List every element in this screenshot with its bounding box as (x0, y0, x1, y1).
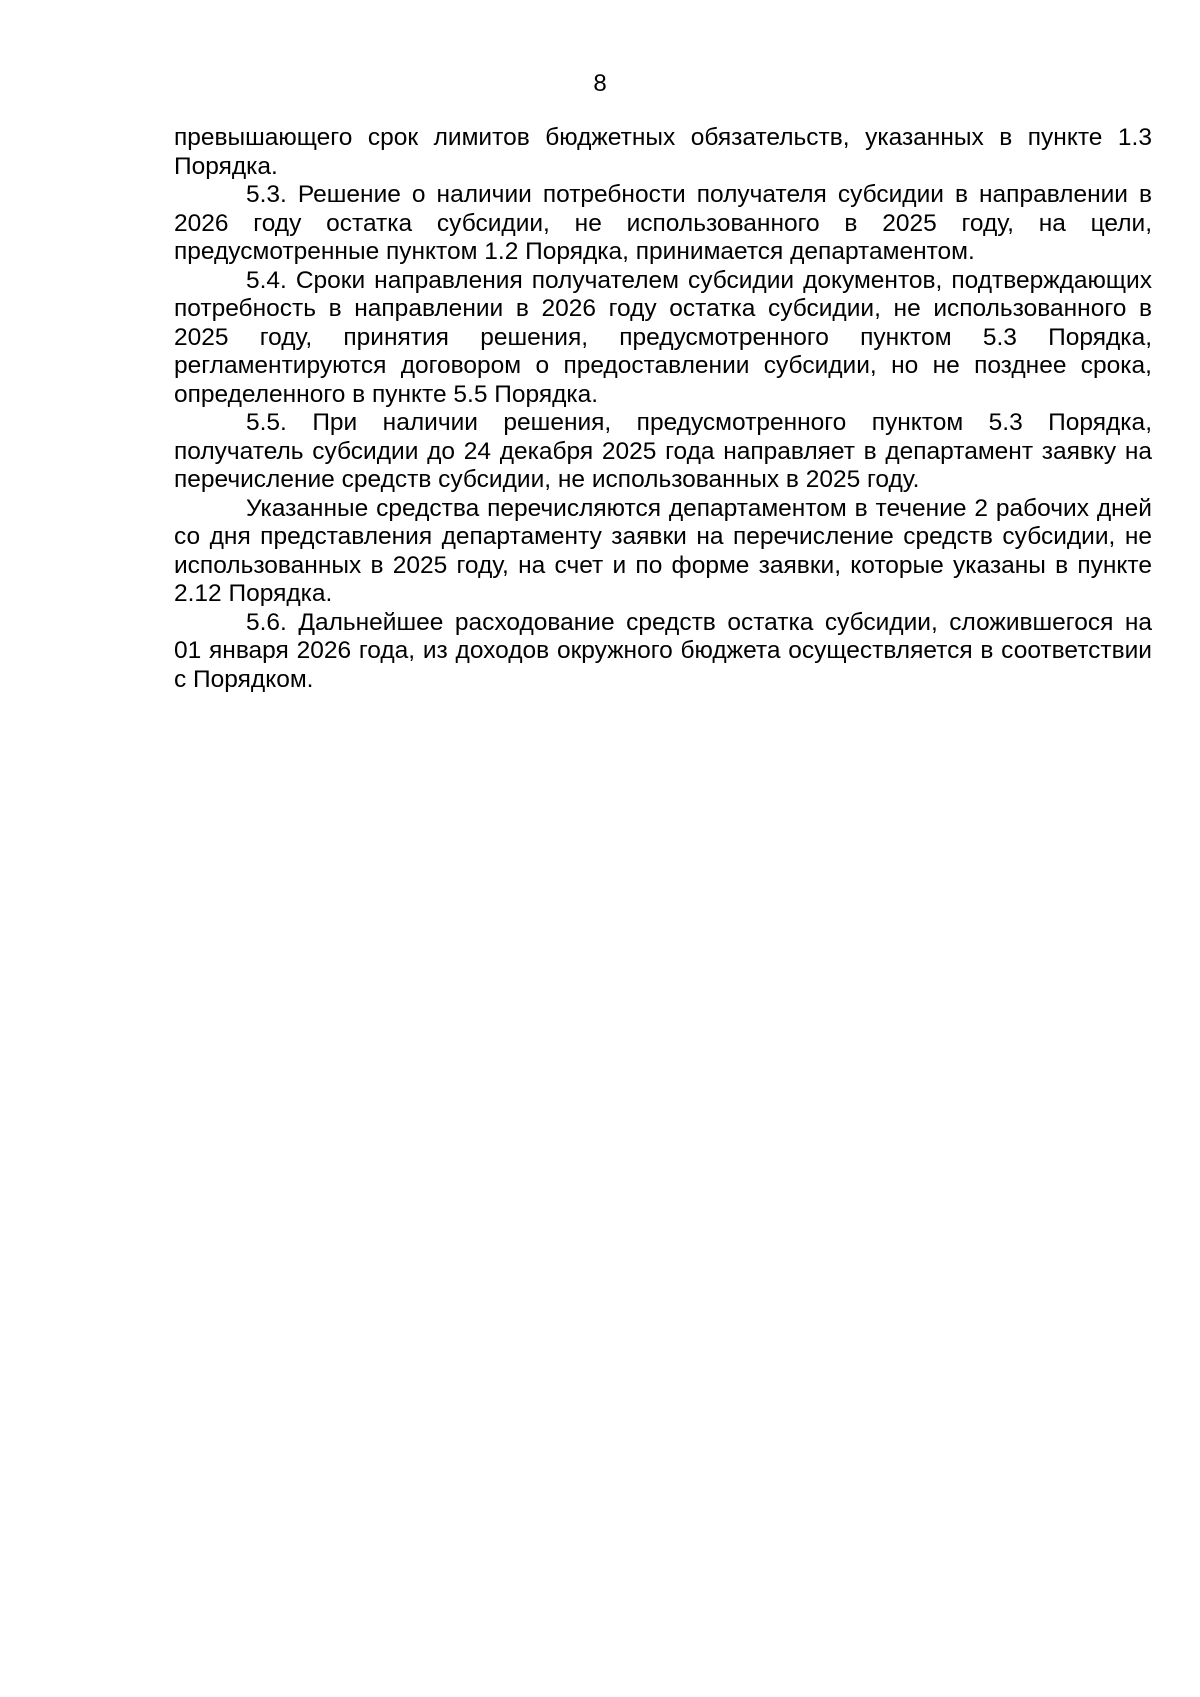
paragraph-5-5-transfer: Указанные средства перечисляются департаментом в течение 2 рабочих дней со дня представления департаменту заявки на перечисление средств субсидии, не использованных в 2025 году, на счет и по форме заявки, которые указаны в пункте 2.12 Порядка. (174, 494, 1152, 607)
paragraph-5-5: 5.5. При наличии решения, предусмотренного пунктом 5.3 Порядка, получатель субсидии до 24 декабря 2025 года направляет в департамент заявку на перечисление средств субсидии, не использованных в 2025 году. (174, 409, 1152, 493)
page-number: 8 (593, 70, 607, 97)
document-body (174, 124, 1152, 694)
paragraph-5-6: 5.6. Дальнейшее расходование средств остатка субсидии, сложившегося на 01 января 2026 года, из доходов окружного бюджета осуществляется в соответствии с Порядком. (174, 608, 1152, 693)
paragraph-5-3: 5.3. Решение о наличии потребности получателя субсидии в направлении в 2026 году остатка субсидии, не использованного в 2025 году, на цели, предусмотренные пунктом 1.2 Порядка, принимается департаментом. (174, 181, 1152, 265)
paragraph-continuation: превышающего срок лимитов бюджетных обязательств, указанных в пункте 1.3 Порядка. (174, 124, 1152, 180)
paragraph-5-4: 5.4. Сроки направления получателем субсидии документов, подтверждающих потребность в направлении в 2026 году остатка субсидии, не использованного в 2025 году, принятия решения, предусмотренного пунктом 5.3 Порядка, регламентируются договором о предоставлении субсидии, но не позднее срока, определенного в пункте 5.5 Порядка. (174, 266, 1152, 408)
